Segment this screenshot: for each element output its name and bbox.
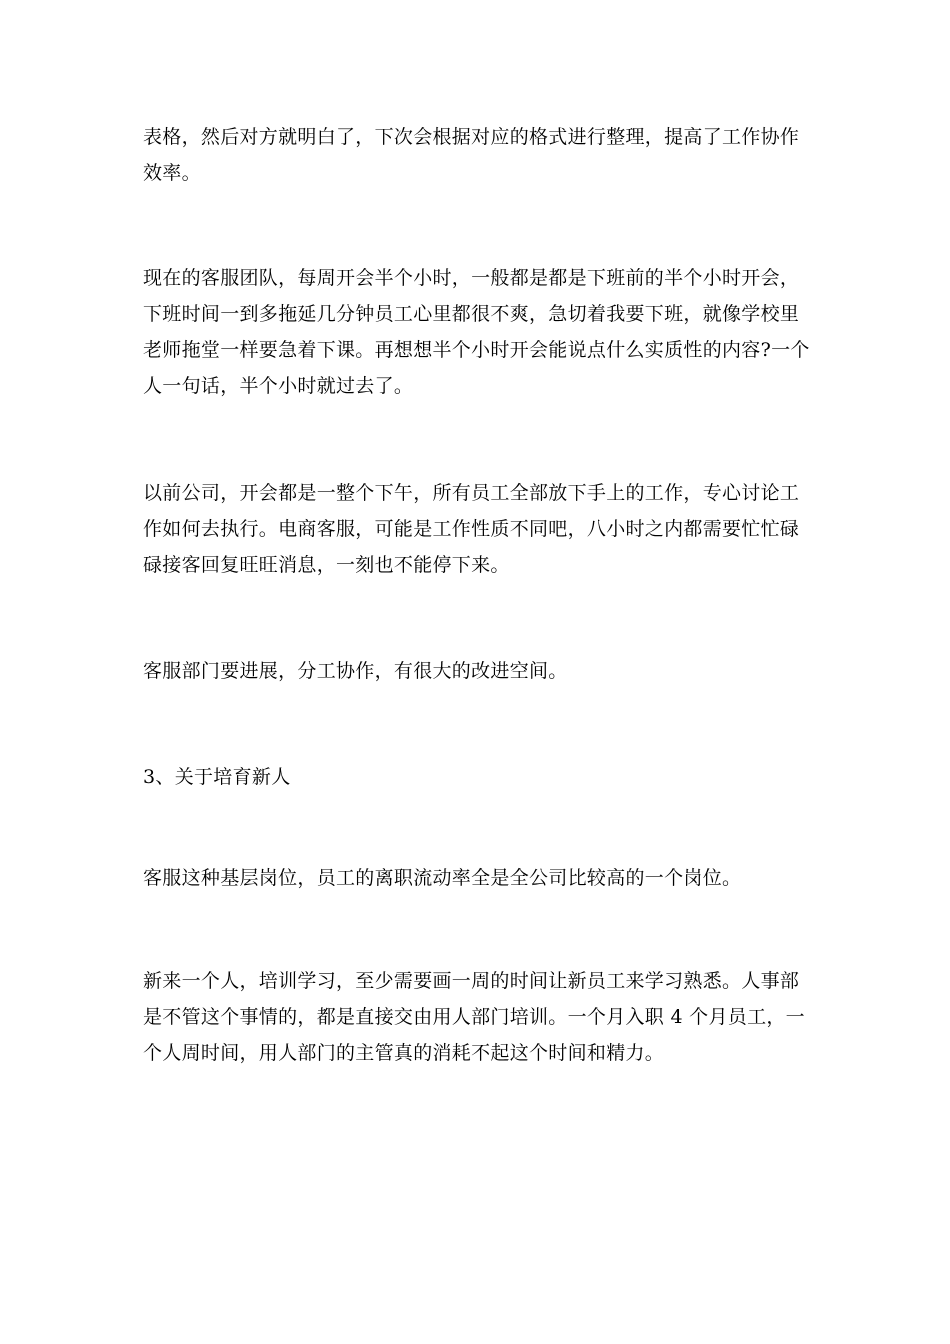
text-line: 作如何去执行。电商客服，可能是工作性质不同吧，八小时之内都需要忙忙碌 [143, 518, 800, 540]
text-line: 是不管这个事情的，都是直接交由用人部门培训。一个月入职 4 个月员工，一 [143, 1006, 805, 1028]
text-line: 客服部门要进展，分工协作，有很大的改进空间。 [143, 660, 568, 682]
text-line: 现在的客服团队，每周开会半个小时，一般都是都是下班前的半个小时开会， [143, 267, 800, 289]
text-line: 碌接客回复旺旺消息，一刻也不能停下来。 [143, 554, 510, 576]
section-heading [143, 759, 813, 795]
paragraph-table-format [143, 119, 813, 191]
paragraph-improvement [143, 653, 813, 689]
text-line: 人一句话，半个小时就过去了。 [143, 375, 414, 397]
text-line: 下班时间一到多拖延几分钟员工心里都很不爽，急切着我要下班，就像学校里 [143, 303, 800, 325]
text-line: 客服这种基层岗位，员工的离职流动率全是全公司比较高的一个岗位。 [143, 867, 742, 889]
text-line: 老师拖堂一样要急着下课。再想想半个小时开会能说点什么实质性的内容?一个 [143, 339, 810, 361]
text-line: 3、关于培育新人 [143, 766, 291, 788]
text-line: 新来一个人，培训学习，至少需要画一周的时间让新员工来学习熟悉。人事部 [143, 970, 800, 992]
paragraph-training [143, 963, 813, 1071]
text-line: 效率。 [143, 162, 201, 184]
paragraph-turnover [143, 860, 813, 896]
paragraph-weekly-meeting [143, 260, 813, 404]
text-line: 个人周时间，用人部门的主管真的消耗不起这个时间和精力。 [143, 1042, 665, 1064]
text-line: 表格，然后对方就明白了，下次会根据对应的格式进行整理，提高了工作协作 [143, 126, 800, 148]
text-line: 以前公司，开会都是一整个下午，所有员工全部放下手上的工作，专心讨论工 [143, 482, 800, 504]
paragraph-previous-company [143, 475, 813, 583]
